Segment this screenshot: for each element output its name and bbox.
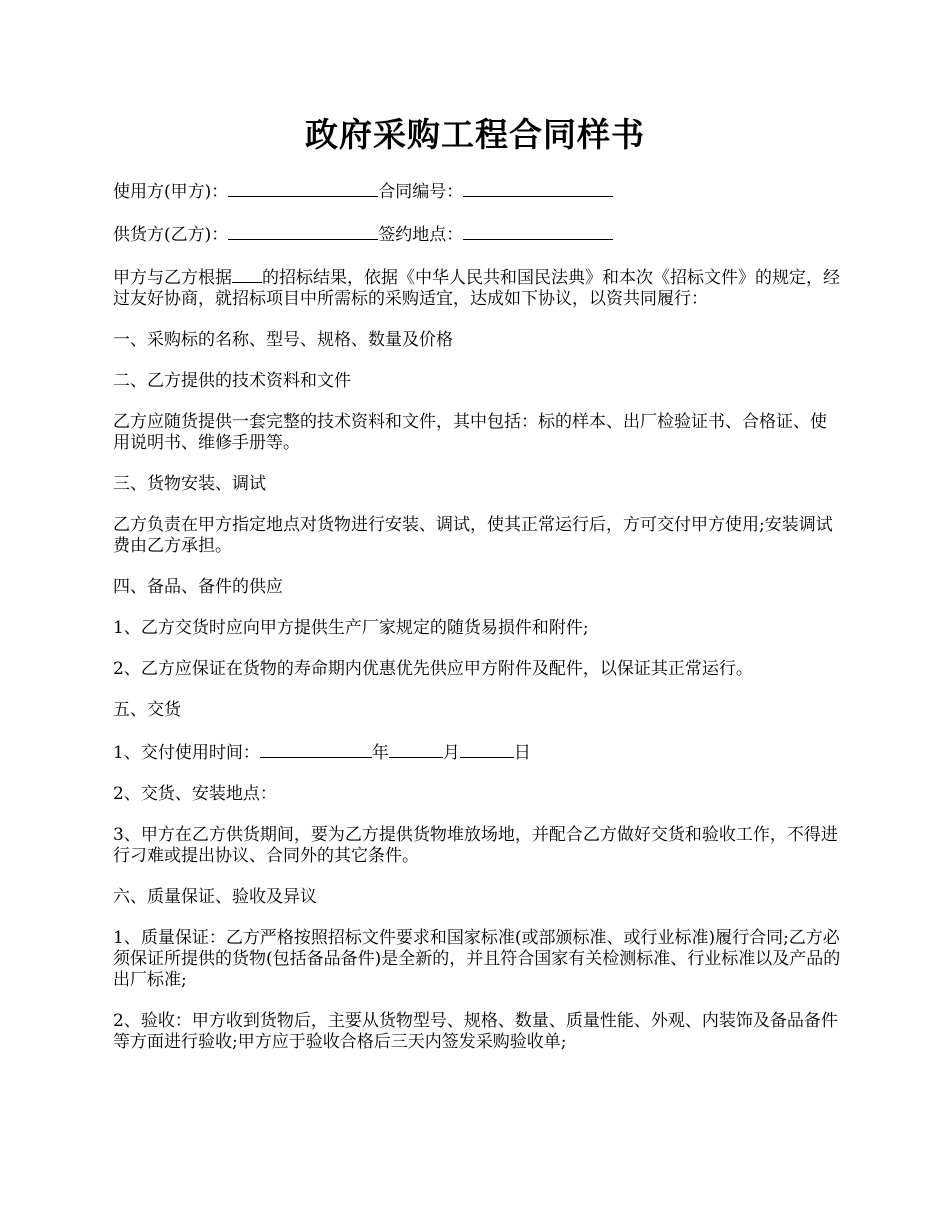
- month-blank: [389, 741, 443, 758]
- sign-place-label: 签约地点：: [378, 225, 464, 245]
- section-6-item-1: 1、质量保证：乙方严格按照招标文件要求和国家标准(或部颁标准、或行业标准)履行合同;乙方必须保证所提供的货物(包括备品备件)是全新的，并且符合国家有关检测标准、行业标准以及产品的出厂标准;: [113, 928, 841, 990]
- buyer-blank: [228, 180, 378, 197]
- intro-paragraph: [113, 266, 843, 310]
- contract-no-blank: [463, 180, 613, 197]
- section-4-heading: 四、备品、备件的供应: [113, 577, 283, 597]
- bid-blank: [232, 266, 262, 283]
- section-3-text: 乙方负责在甲方指定地点对货物进行安装、调试，使其正常运行后，方可交付甲方使用;安装调试费由乙方承担。: [113, 515, 833, 556]
- day-blank: [460, 741, 514, 758]
- section-5-item-3: 3、甲方在乙方供货期间，要为乙方提供货物堆放场地，并配合乙方做好交货和验收工作，不得进行刁难或提出协议、合同外的其它条件。: [113, 825, 838, 866]
- year-blank: [260, 741, 372, 758]
- intro-part1: 甲方与乙方根据: [113, 268, 232, 288]
- section-5-heading: 五、交货: [113, 700, 181, 720]
- contract-no-label: 合同编号：: [378, 182, 464, 202]
- section-5-item-2: 2、交货、安装地点：: [113, 784, 277, 804]
- page-title: 政府采购工程合同样书: [305, 115, 645, 154]
- section-1-heading: 一、采购标的名称、型号、规格、数量及价格: [113, 330, 453, 350]
- buyer-line: [113, 180, 843, 203]
- day-label: 日: [513, 743, 531, 763]
- section-5-item-1: [113, 741, 843, 764]
- section-3-heading: 三、货物安装、调试: [113, 474, 266, 494]
- section-6-item-2: 2、验收：甲方收到货物后，主要从货物型号、规格、数量、质量性能、外观、内装饰及备品备件等方面进行验收;甲方应于验收合格后三天内签发采购验收单;: [113, 1011, 838, 1052]
- supplier-line: [113, 223, 843, 246]
- intro-part2: 的招标结果，依据《中华人民共和国民法典》和本次《招标文件》的规定，经过友好协商，就招标项目中所需标的采购适宜，达成如下协议，以资共同履行：: [113, 268, 840, 309]
- section-6-heading: 六、质量保证、验收及异议: [113, 887, 317, 907]
- supplier-label: 供货方(乙方)：: [113, 225, 229, 245]
- buyer-label: 使用方(甲方)：: [113, 182, 229, 202]
- year-label: 年: [371, 743, 389, 763]
- document-body: [113, 180, 843, 1073]
- sign-place-blank: [463, 223, 613, 240]
- section-2-heading: 二、乙方提供的技术资料和文件: [113, 371, 351, 391]
- delivery-time-label: 1、交付使用时间：: [113, 743, 260, 763]
- month-label: 月: [442, 743, 460, 763]
- section-2-text: 乙方应随货提供一套完整的技术资料和文件，其中包括：标的样本、出厂检验证书、合格证、使用说明书、维修手册等。: [113, 412, 827, 453]
- section-4-item-1: 1、乙方交货时应向甲方提供生产厂家规定的随货易损件和附件;: [113, 618, 589, 638]
- section-4-item-2: 2、乙方应保证在货物的寿命期内优惠优先供应甲方附件及配件，以保证其正常运行。: [113, 659, 753, 679]
- supplier-blank: [228, 223, 378, 240]
